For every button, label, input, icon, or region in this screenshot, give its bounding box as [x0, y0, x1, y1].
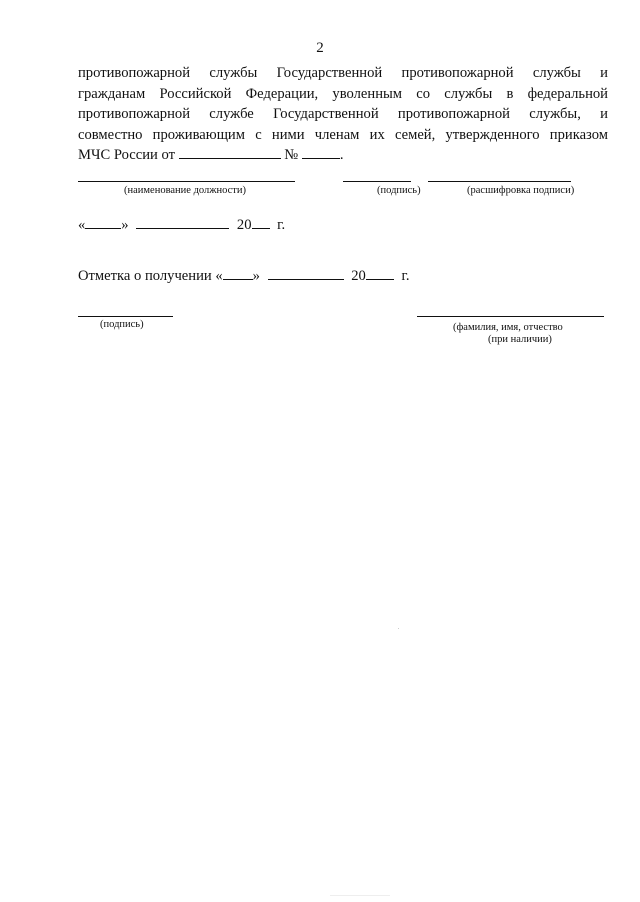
receipt-name-line[interactable]	[417, 316, 604, 317]
month-blank[interactable]	[136, 216, 229, 229]
receipt-row	[78, 267, 410, 285]
decoding-line[interactable]	[428, 181, 571, 182]
receipt-signature-caption: (подпись)	[100, 319, 144, 330]
receipt-label: Отметка о получении «	[78, 268, 223, 284]
decoding-caption: (расшифровка подписи)	[467, 185, 575, 196]
signature-caption: (подпись)	[377, 185, 421, 196]
page-number: 2	[316, 40, 324, 56]
body-line: противопожарной службы Государственной противопожарной службы и	[78, 65, 608, 81]
receipt-month-blank[interactable]	[268, 267, 344, 280]
close-quote: »	[121, 217, 129, 233]
receipt-year-blank[interactable]	[366, 267, 394, 280]
position-caption: (наименование должности)	[124, 185, 247, 196]
number-sign: №	[284, 147, 299, 163]
receipt-day-blank[interactable]	[223, 267, 253, 280]
scan-speck	[398, 628, 399, 629]
receipt-signature-line[interactable]	[78, 316, 173, 317]
date-row	[78, 216, 285, 234]
receipt-name-caption: (фамилия, имя, отчество	[453, 322, 563, 333]
body-line: совместно проживающим с ними членам их семей, утвержденного приказом	[78, 126, 608, 143]
signature-line[interactable]	[343, 181, 411, 182]
day-blank[interactable]	[85, 216, 121, 229]
receipt-year-suffix: г.	[401, 268, 410, 284]
position-line[interactable]	[78, 181, 295, 182]
open-quote: «	[78, 217, 86, 233]
year-blank[interactable]	[252, 216, 270, 229]
body-line: противопожарной службе Государственной противопожарной службы, и	[78, 106, 608, 122]
order-date-blank[interactable]	[179, 146, 281, 159]
order-number-blank[interactable]	[302, 146, 340, 159]
receipt-year-prefix: 20	[351, 268, 366, 284]
order-end: .	[339, 147, 344, 163]
year-suffix: г.	[277, 217, 286, 233]
year-prefix: 20	[236, 217, 252, 233]
receipt-close-quote: »	[252, 268, 260, 284]
receipt-name-caption-2: (при наличии)	[488, 334, 552, 345]
body-last-line	[78, 145, 608, 166]
body-line: гражданам Российской Федерации, уволенным со службы в федеральной	[78, 85, 608, 102]
order-prefix: МЧС России от	[78, 147, 175, 163]
scan-speck	[330, 895, 390, 896]
body-paragraph	[78, 63, 608, 166]
